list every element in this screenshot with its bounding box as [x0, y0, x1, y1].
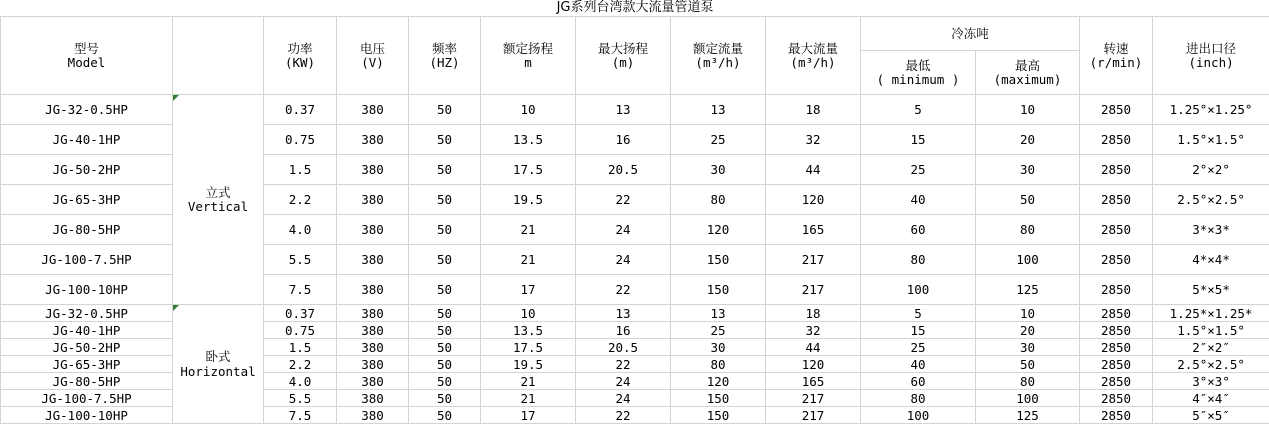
value-cell: 30	[671, 339, 766, 356]
value-cell: 380	[337, 339, 409, 356]
value-cell: 2850	[1080, 322, 1153, 339]
value-cell: 13	[671, 305, 766, 322]
value-cell: 2″×2″	[1153, 339, 1269, 356]
value-cell: 50	[409, 305, 481, 322]
value-cell: 0.75	[264, 125, 337, 155]
value-cell: 5″×5″	[1153, 407, 1269, 424]
value-cell: 17	[481, 407, 576, 424]
value-cell: 50	[409, 155, 481, 185]
value-cell: 7.5	[264, 407, 337, 424]
value-cell: 2.5°×2.5°	[1153, 185, 1269, 215]
value-cell: 380	[337, 245, 409, 275]
value-cell: 19.5	[481, 356, 576, 373]
header-model-en: Model	[67, 54, 106, 70]
header-port-unit: (inch)	[1188, 54, 1234, 70]
value-cell: 125	[976, 407, 1080, 424]
value-cell: 20	[976, 322, 1080, 339]
value-cell: 24	[576, 245, 671, 275]
value-cell: 150	[671, 275, 766, 305]
value-cell: 120	[671, 373, 766, 390]
value-cell: 22	[576, 407, 671, 424]
model-cell: JG-65-3HP	[1, 356, 173, 373]
group-label-en: Horizontal	[180, 364, 256, 379]
value-cell: 100	[976, 390, 1080, 407]
model-cell: JG-32-0.5HP	[1, 95, 173, 125]
model-cell: JG-100-10HP	[1, 275, 173, 305]
model-cell: JG-100-7.5HP	[1, 390, 173, 407]
value-cell: 50	[409, 215, 481, 245]
value-cell: 15	[861, 125, 976, 155]
value-cell: 380	[337, 390, 409, 407]
model-cell: JG-100-10HP	[1, 407, 173, 424]
value-cell: 2.2	[264, 356, 337, 373]
header-rated-head-unit: m	[524, 54, 532, 70]
value-cell: 2850	[1080, 155, 1153, 185]
model-cell: JG-80-5HP	[1, 373, 173, 390]
value-cell: 5.5	[264, 390, 337, 407]
value-cell: 18	[766, 95, 861, 125]
value-cell: 150	[671, 245, 766, 275]
value-cell: 5.5	[264, 245, 337, 275]
group-vertical	[173, 95, 264, 305]
value-cell: 20.5	[576, 339, 671, 356]
value-cell: 13.5	[481, 322, 576, 339]
value-cell: 80	[976, 373, 1080, 390]
value-cell: 60	[861, 373, 976, 390]
header-max-flow-unit: (m³/h)	[790, 54, 836, 70]
value-cell: 380	[337, 125, 409, 155]
value-cell: 50	[409, 275, 481, 305]
value-cell: 20	[976, 125, 1080, 155]
value-cell: 17.5	[481, 155, 576, 185]
value-cell: 44	[766, 339, 861, 356]
header-min	[861, 51, 976, 95]
value-cell: 21	[481, 373, 576, 390]
value-cell: 24	[576, 215, 671, 245]
value-cell: 50	[976, 185, 1080, 215]
value-cell: 1.5°×1.5°	[1153, 125, 1269, 155]
value-cell: 10	[976, 305, 1080, 322]
value-cell: 50	[409, 185, 481, 215]
value-cell: 40	[861, 356, 976, 373]
header-max-flow-cn: 最大流量	[787, 40, 838, 56]
value-cell: 2850	[1080, 305, 1153, 322]
value-cell: 15	[861, 322, 976, 339]
value-cell: 2.2	[264, 185, 337, 215]
value-cell: 217	[766, 407, 861, 424]
header-voltage-unit: (V)	[361, 54, 384, 70]
value-cell: 1.5°×1.5°	[1153, 322, 1269, 339]
value-cell: 30	[976, 339, 1080, 356]
value-cell: 0.37	[264, 305, 337, 322]
value-cell: 25	[671, 322, 766, 339]
value-cell: 16	[576, 125, 671, 155]
value-cell: 217	[766, 275, 861, 305]
value-cell: 2850	[1080, 95, 1153, 125]
value-cell: 2°×2°	[1153, 155, 1269, 185]
value-cell: 380	[337, 356, 409, 373]
value-cell: 16	[576, 322, 671, 339]
value-cell: 7.5	[264, 275, 337, 305]
value-cell: 5	[861, 95, 976, 125]
value-cell: 120	[766, 356, 861, 373]
header-frequency	[409, 17, 481, 95]
value-cell: 1.5	[264, 339, 337, 356]
value-cell: 22	[576, 185, 671, 215]
value-cell: 3*×3*	[1153, 215, 1269, 245]
table-row	[1, 305, 1269, 322]
value-cell: 165	[766, 373, 861, 390]
value-cell: 2850	[1080, 275, 1153, 305]
value-cell: 50	[409, 95, 481, 125]
header-max-head-cn: 最大扬程	[597, 40, 648, 56]
value-cell: 24	[576, 390, 671, 407]
header-speed-cn: 转速	[1103, 40, 1129, 56]
value-cell: 50	[409, 373, 481, 390]
value-cell: 100	[861, 275, 976, 305]
value-cell: 380	[337, 305, 409, 322]
value-cell: 50	[409, 322, 481, 339]
value-cell: 380	[337, 155, 409, 185]
value-cell: 1.25*×1.25*	[1153, 305, 1269, 322]
value-cell: 5	[861, 305, 976, 322]
value-cell: 4″×4″	[1153, 390, 1269, 407]
value-cell: 380	[337, 322, 409, 339]
table-row	[1, 95, 1269, 125]
value-cell: 10	[976, 95, 1080, 125]
value-cell: 50	[409, 339, 481, 356]
value-cell: 150	[671, 407, 766, 424]
value-cell: 2850	[1080, 215, 1153, 245]
header-min-en: ( minimum )	[876, 71, 960, 87]
value-cell: 21	[481, 215, 576, 245]
value-cell: 60	[861, 215, 976, 245]
group-label-cn: 立式	[205, 184, 231, 200]
table-title: JG系列台湾款大流量管道泵	[1, 0, 1269, 17]
value-cell: 44	[766, 155, 861, 185]
header-voltage-cn: 电压	[359, 40, 385, 56]
value-cell: 125	[976, 275, 1080, 305]
value-cell: 10	[481, 95, 576, 125]
value-cell: 5*×5*	[1153, 275, 1269, 305]
model-cell: JG-100-7.5HP	[1, 245, 173, 275]
header-max-en: (maximum)	[993, 71, 1062, 87]
value-cell: 13.5	[481, 125, 576, 155]
header-max	[976, 51, 1080, 95]
value-cell: 380	[337, 373, 409, 390]
value-cell: 32	[766, 125, 861, 155]
group-horizontal	[173, 305, 264, 424]
value-cell: 4.0	[264, 215, 337, 245]
value-cell: 20.5	[576, 155, 671, 185]
model-cell: JG-65-3HP	[1, 185, 173, 215]
value-cell: 380	[337, 275, 409, 305]
model-cell: JG-40-1HP	[1, 125, 173, 155]
value-cell: 19.5	[481, 185, 576, 215]
value-cell: 0.75	[264, 322, 337, 339]
value-cell: 50	[409, 407, 481, 424]
header-power	[264, 17, 337, 95]
value-cell: 21	[481, 245, 576, 275]
value-cell: 120	[671, 215, 766, 245]
value-cell: 24	[576, 373, 671, 390]
value-cell: 50	[409, 245, 481, 275]
header-port	[1153, 17, 1269, 95]
model-cell: JG-50-2HP	[1, 339, 173, 356]
model-cell: JG-50-2HP	[1, 155, 173, 185]
value-cell: 25	[861, 155, 976, 185]
value-cell: 4*×4*	[1153, 245, 1269, 275]
value-cell: 2850	[1080, 390, 1153, 407]
value-cell: 13	[576, 305, 671, 322]
group-label-en: Vertical	[187, 198, 249, 214]
value-cell: 217	[766, 390, 861, 407]
value-cell: 0.37	[264, 95, 337, 125]
value-cell: 2850	[1080, 373, 1153, 390]
header-min-cn: 最低	[905, 57, 931, 73]
value-cell: 150	[671, 390, 766, 407]
value-cell: 2850	[1080, 245, 1153, 275]
value-cell: 13	[671, 95, 766, 125]
value-cell: 217	[766, 245, 861, 275]
value-cell: 380	[337, 185, 409, 215]
header-voltage	[337, 17, 409, 95]
value-cell: 80	[671, 185, 766, 215]
value-cell: 18	[766, 305, 861, 322]
value-cell: 40	[861, 185, 976, 215]
value-cell: 32	[766, 322, 861, 339]
value-cell: 50	[409, 125, 481, 155]
value-cell: 30	[671, 155, 766, 185]
header-max-head	[576, 17, 671, 95]
group-label-cn: 卧式	[205, 349, 231, 364]
header-speed-unit: (r/min)	[1089, 54, 1143, 70]
value-cell: 2.5°×2.5°	[1153, 356, 1269, 373]
value-cell: 100	[861, 407, 976, 424]
value-cell: 25	[671, 125, 766, 155]
header-model	[1, 17, 173, 95]
header-rated-flow	[671, 17, 766, 95]
value-cell: 380	[337, 215, 409, 245]
value-cell: 50	[409, 356, 481, 373]
value-cell: 4.0	[264, 373, 337, 390]
value-cell: 13	[576, 95, 671, 125]
header-power-cn: 功率	[287, 40, 313, 56]
model-cell: JG-80-5HP	[1, 215, 173, 245]
value-cell: 80	[861, 245, 976, 275]
value-cell: 120	[766, 185, 861, 215]
header-max-head-unit: (m)	[611, 54, 635, 70]
header-power-unit: (KW)	[284, 54, 316, 70]
value-cell: 2850	[1080, 185, 1153, 215]
value-cell: 2850	[1080, 339, 1153, 356]
value-cell: 1.5	[264, 155, 337, 185]
value-cell: 165	[766, 215, 861, 245]
header-frequency-unit: (HZ)	[429, 54, 460, 70]
value-cell: 380	[337, 95, 409, 125]
value-cell: 80	[671, 356, 766, 373]
header-type-blank	[173, 17, 264, 95]
header-rated-head-cn: 额定扬程	[502, 40, 553, 56]
model-cell: JG-40-1HP	[1, 322, 173, 339]
value-cell: 80	[976, 215, 1080, 245]
header-port-cn: 进出口径	[1186, 40, 1237, 56]
model-cell: JG-32-0.5HP	[1, 305, 173, 322]
header-frequency-cn: 频率	[431, 40, 457, 56]
value-cell: 380	[337, 407, 409, 424]
value-cell: 2850	[1080, 356, 1153, 373]
value-cell: 1.25°×1.25°	[1153, 95, 1269, 125]
header-max-cn: 最高	[1014, 57, 1040, 73]
header-refrigeration: 冷冻吨	[861, 17, 1080, 51]
value-cell: 2850	[1080, 407, 1153, 424]
header-rated-head	[481, 17, 576, 95]
value-cell: 17.5	[481, 339, 576, 356]
value-cell: 22	[576, 275, 671, 305]
value-cell: 100	[976, 245, 1080, 275]
value-cell: 50	[409, 390, 481, 407]
value-cell: 10	[481, 305, 576, 322]
value-cell: 30	[976, 155, 1080, 185]
value-cell: 17	[481, 275, 576, 305]
value-cell: 80	[861, 390, 976, 407]
value-cell: 25	[861, 339, 976, 356]
header-rated-flow-cn: 额定流量	[692, 40, 743, 56]
header-max-flow	[766, 17, 861, 95]
value-cell: 22	[576, 356, 671, 373]
value-cell: 2850	[1080, 125, 1153, 155]
value-cell: 50	[976, 356, 1080, 373]
header-rated-flow-unit: (m³/h)	[695, 54, 741, 70]
value-cell: 21	[481, 390, 576, 407]
header-speed	[1080, 17, 1153, 95]
value-cell: 3°×3°	[1153, 373, 1269, 390]
header-model-cn: 型号	[73, 40, 99, 56]
